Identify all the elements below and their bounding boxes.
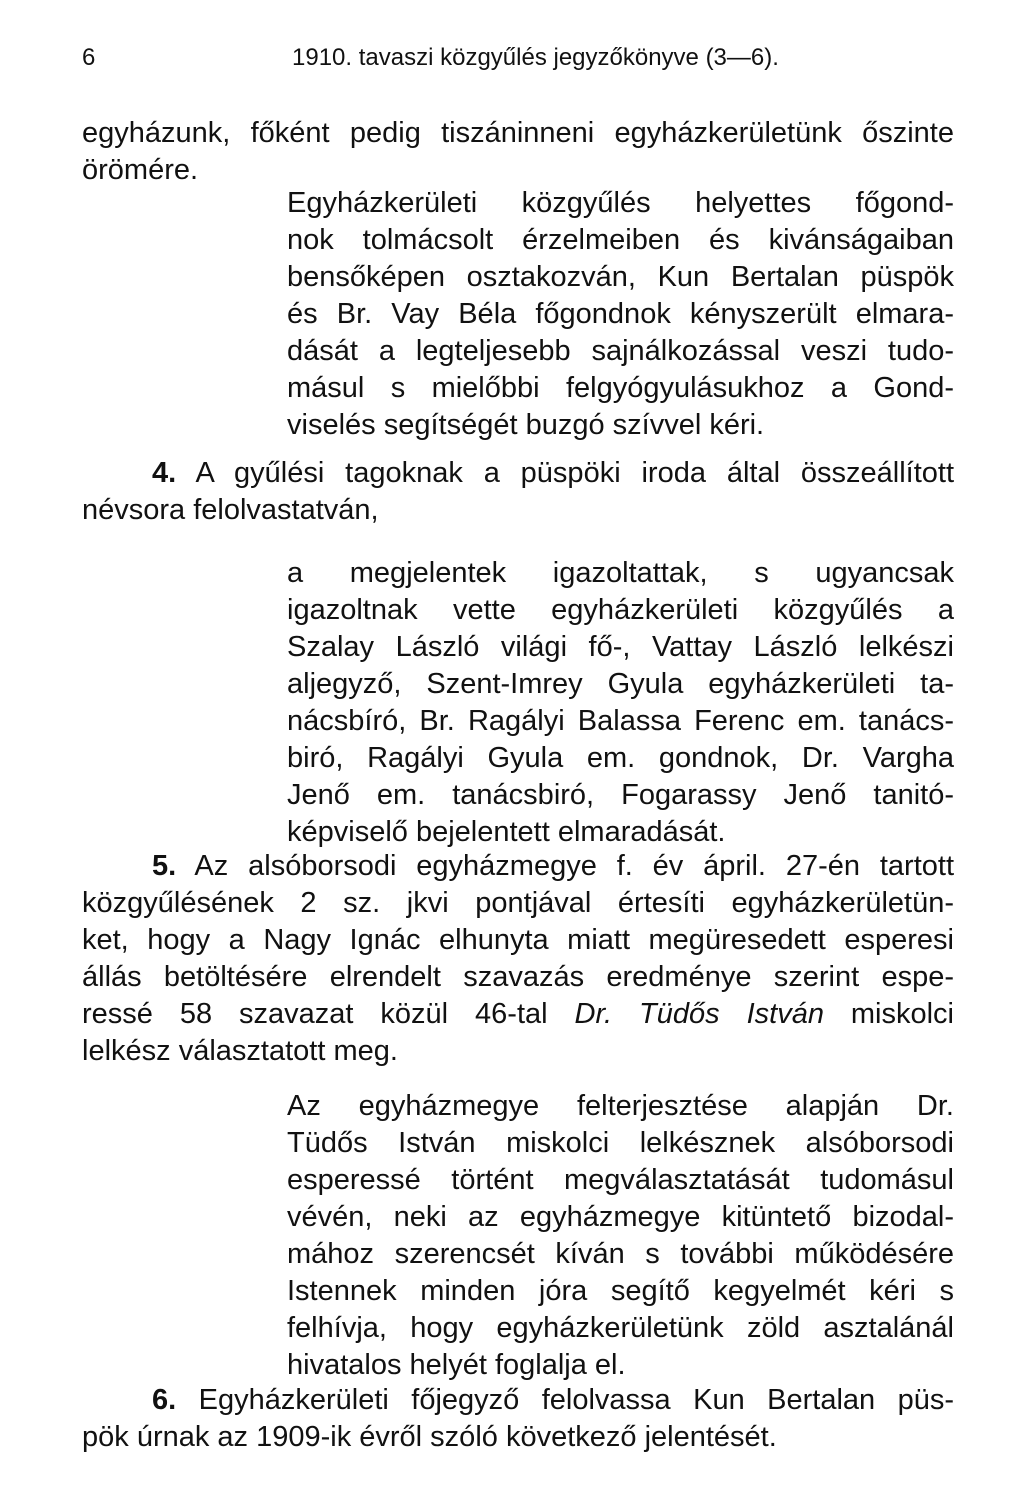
text-line: bensőképen osztakozván, Kun Bertalan püspök [287,261,954,293]
text-line: nácsbíró, Br. Ragályi Balassa Ferenc em. tanács- [287,705,954,737]
text-line: Az egyházmegye felterjesztése alapján Dr. [287,1090,954,1122]
text-line: nok tolmácsolt érzelmeiben és kivánságaiban [287,224,954,256]
item-6-paragraph [82,1382,954,1456]
item-number: 4. [152,457,177,489]
text-span: ressé 58 szavazat közül 46-tal [82,998,575,1030]
text-span: Az alsóborsodi egyházmegye f. év ápril. 27-én tartott [176,850,954,882]
text-line [82,1382,954,1419]
text-line: a megjelentek igazoltattak, s ugyancsak [287,557,954,589]
running-title: 1910. tavaszi közgyűlés jegyzőkönyve (3—6). [292,44,779,71]
text-line: esperessé történt megválasztatását tudomásul [287,1164,954,1196]
continuation-paragraph [82,115,954,189]
text-line: vévén, neki az egyházmegye kitüntető bizodal- [287,1201,954,1233]
text-line: Istennek minden jóra segítő kegyelmét kéri s [287,1275,954,1307]
text-line: ket, hogy a Nagy Ignác elhunyta miatt megüresedett esperesi [82,924,954,956]
item-5-paragraph [82,848,954,1070]
text-line: pök úrnak az 1909-ik évről szóló következő jelentését. [82,1421,777,1453]
page-number: 6 [82,44,96,71]
text-line: közgyűlésének 2 sz. jkvi pontjával értesíti egyházkerületün- [82,887,954,919]
text-line: egyházunk, főként pedig tiszáninneni egyházkerületünk őszinte [82,117,954,149]
text-line: névsora felolvastatván, [82,494,379,526]
text-span: Egyházkerületi főjegyző felolvassa Kun Bertalan püs- [176,1384,954,1416]
text-line: Szalay László világi fő-, Vattay László lelkészi [287,631,954,663]
resolution-item-5 [287,1088,954,1384]
text-line [82,996,954,1033]
text-line: viselés segítségét buzgó szívvel kéri. [287,409,765,441]
text-line: állás betöltésére elrendelt szavazás eredménye szerint espe- [82,961,954,993]
page-header [0,44,1024,78]
person-name: Dr. Tüdős István [574,998,824,1030]
text-line: lelkész választatott meg. [82,1035,398,1067]
text-line: Jenő em. tanácsbiró, Fogarassy Jenő tanitó- [287,779,954,811]
text-line: felhívja, hogy egyházkerületünk zöld asztalánál [287,1312,954,1344]
text-line: örömére. [82,154,199,186]
text-line: mához szerencsét kíván s további működésére [287,1238,954,1270]
text-line: dását a legteljesebb sajnálkozással veszi tudo- [287,335,954,367]
text-line: aljegyző, Szent-Imrey Gyula egyházkerületi ta- [287,668,954,700]
item-4-paragraph [82,455,954,529]
text-line: másul s mielőbbi felgyógyulásukhoz a Gond- [287,372,954,404]
text-span: miskolci [823,998,954,1030]
text-line: Tüdős István miskolci lelkésznek alsóborsodi [287,1127,954,1159]
text-line: képviselő bejelentett elmaradását. [287,816,726,848]
text-line: hivatalos helyét foglalja el. [287,1349,626,1381]
resolution-item-3 [287,185,954,444]
text-line [82,455,954,492]
item-number: 5. [152,850,177,882]
text-line: biró, Ragályi Gyula em. gondnok, Dr. Vargha [287,742,954,774]
item-number: 6. [152,1384,177,1416]
resolution-item-4 [287,555,954,851]
text-line: Egyházkerületi közgyűlés helyettes főgond- [287,187,954,219]
text-line: és Br. Vay Béla főgondnok kényszerült elmara- [287,298,954,330]
text-line [82,848,954,885]
text-span: A gyűlési tagoknak a püspöki iroda által összeállított [176,457,954,489]
text-line: igazoltnak vette egyházkerületi közgyűlés a [287,594,954,626]
